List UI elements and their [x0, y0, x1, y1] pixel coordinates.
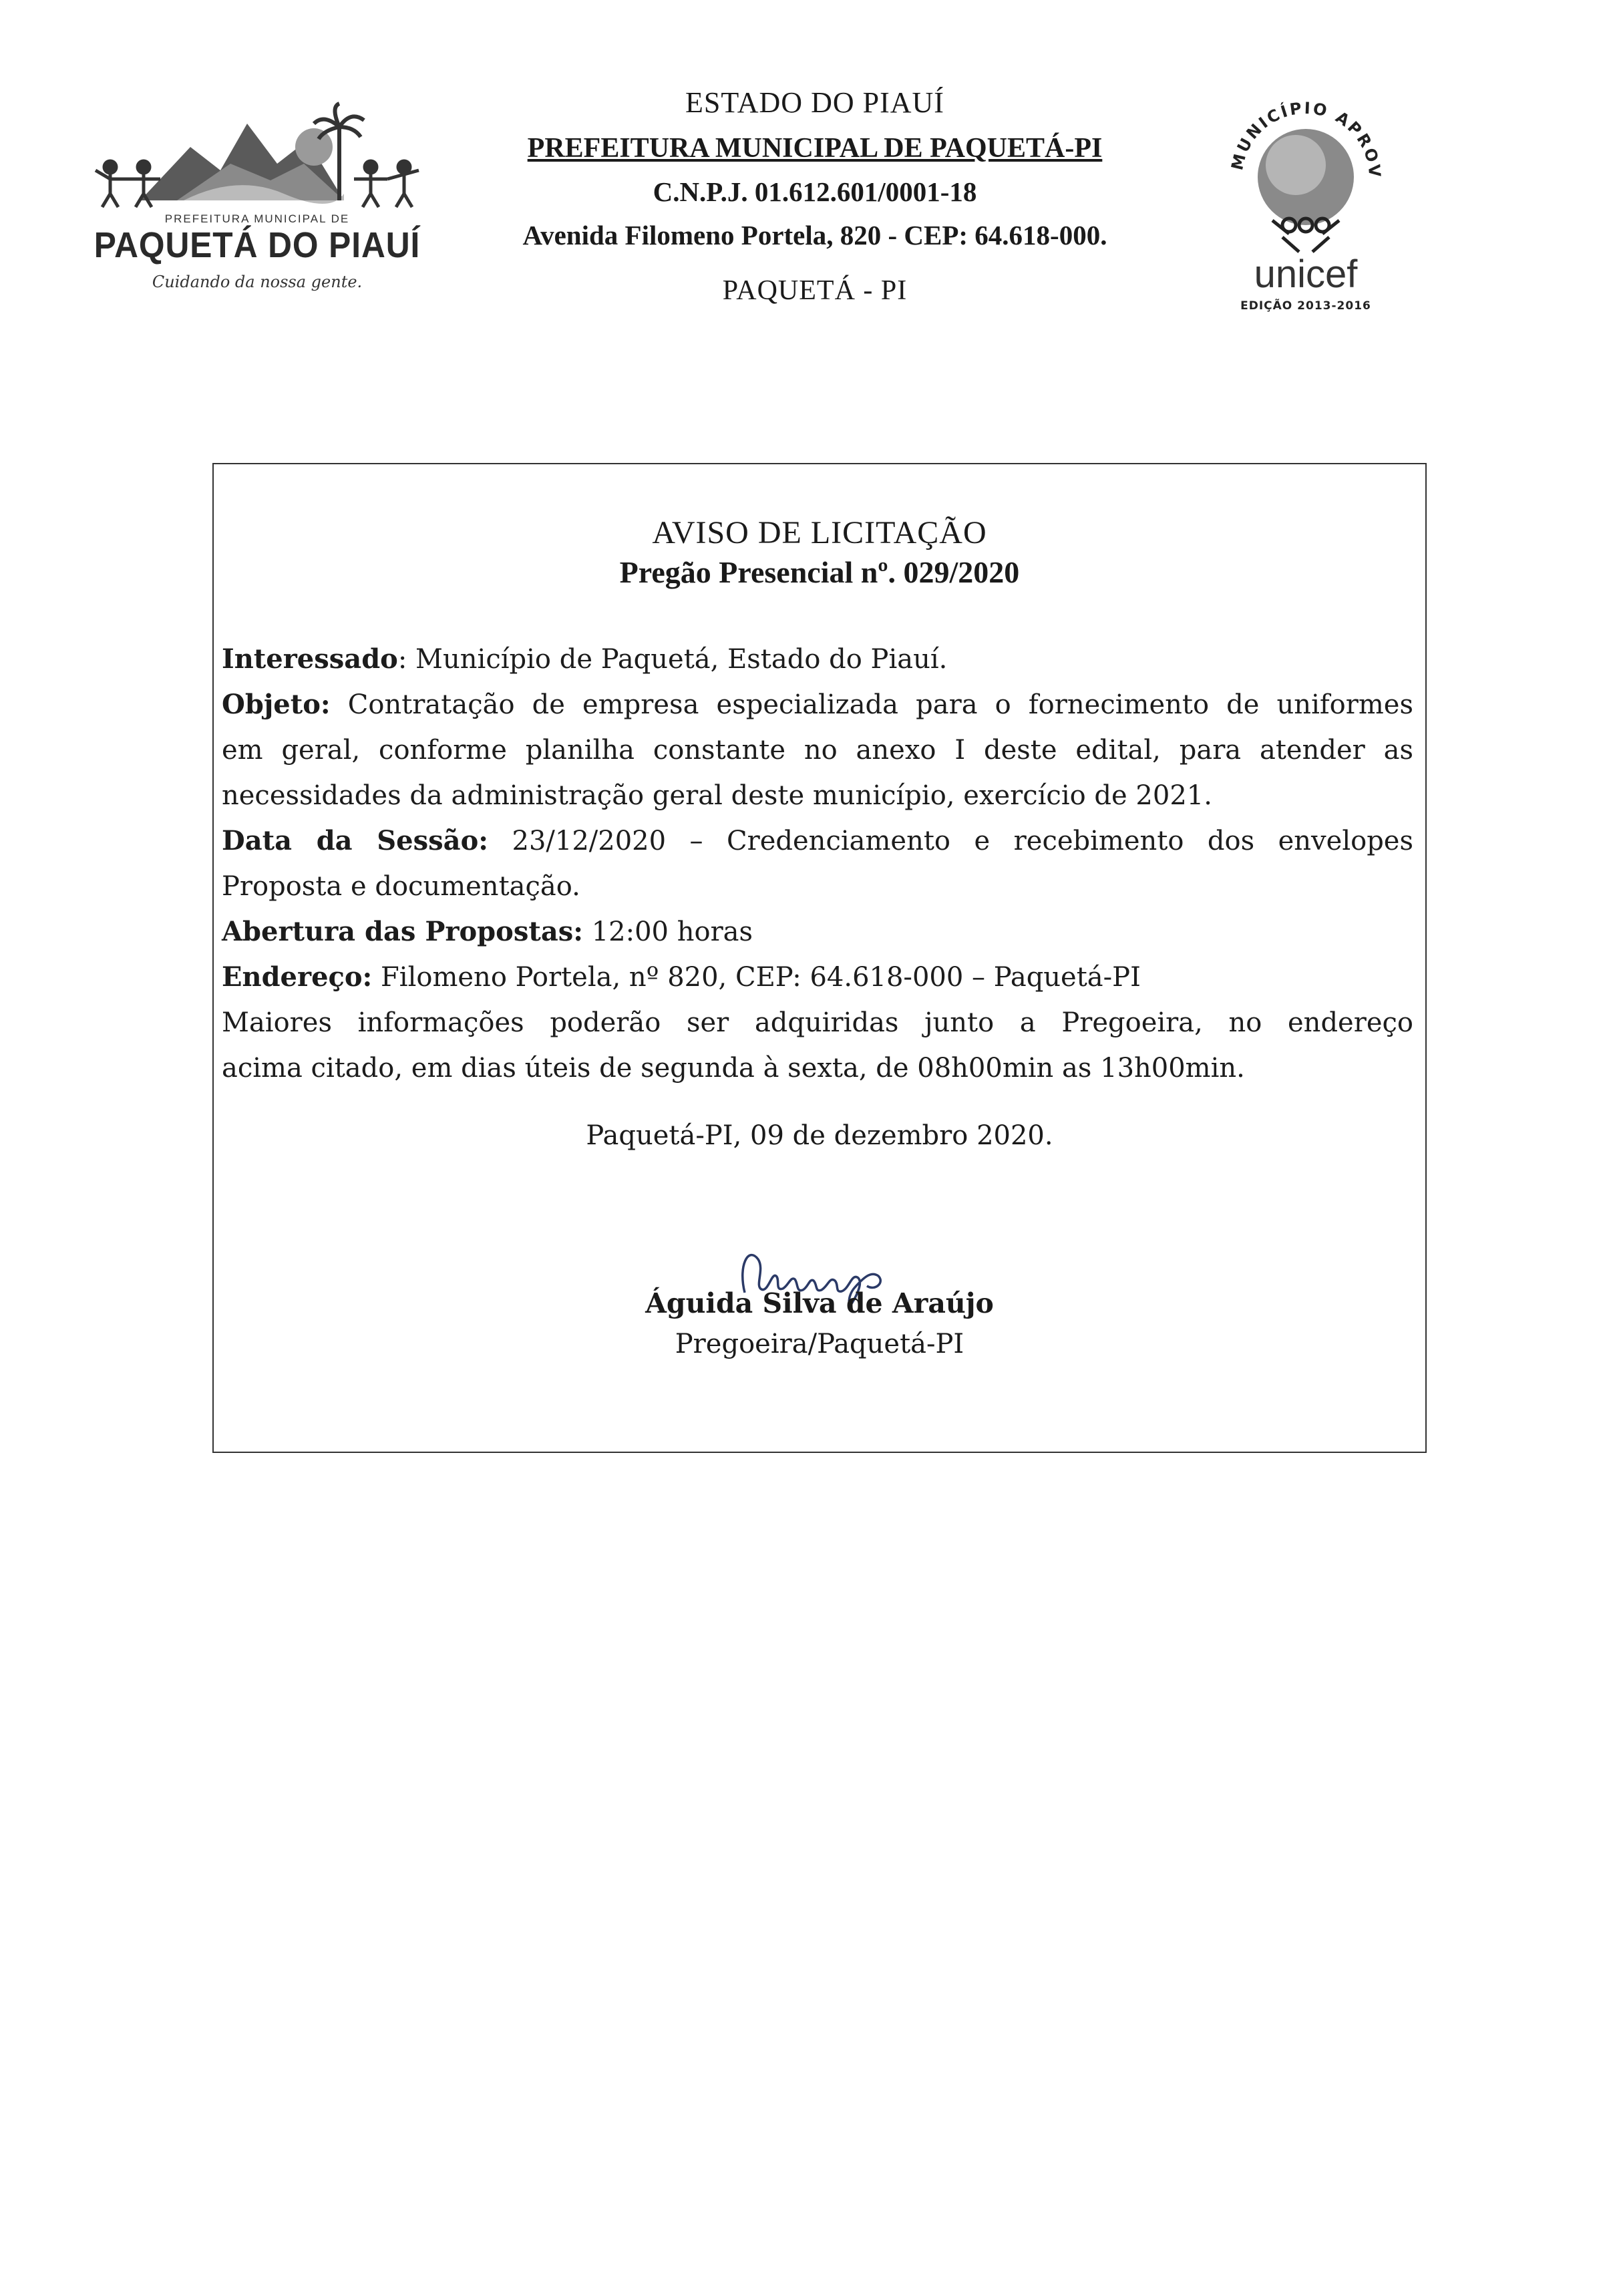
- logo-city-name: PAQUETÁ DO PIAUÍ: [94, 225, 421, 265]
- interessado-label: Interessado: [222, 643, 398, 675]
- objeto-line-3: necessidades da administração geral deste município, exercício de 2021.: [222, 780, 1212, 811]
- cnpj: C.N.P.J. 01.612.601/0001-18: [653, 176, 977, 207]
- logo-slogan: Cuidando da nossa gente.: [152, 273, 363, 291]
- city: PAQUETÁ - PI: [722, 275, 908, 306]
- endereco-label: Endereço:: [222, 961, 373, 993]
- interessado-sep: :: [397, 644, 407, 675]
- address: Avenida Filomeno Portela, 820 - CEP: 64.618-000.: [522, 220, 1107, 251]
- svg-text:EDIÇÃO 2013-2016: EDIÇÃO 2013-2016: [1240, 299, 1371, 313]
- mountains-people-emblem-icon: [77, 100, 437, 214]
- unicef-seal: [1216, 77, 1396, 317]
- logo-small-text: PREFEITURA MUNICIPAL DE: [164, 212, 350, 225]
- info-line-2: acima citado, em dias úteis de segunda à sexta, de 08h00min as 13h00min.: [222, 1053, 1245, 1084]
- abertura-line: [222, 909, 1413, 955]
- info-line-1: Maiores informações poderão ser adquiridas junto a Pregoeira, no endereço: [222, 1007, 1413, 1038]
- unicef-seal-icon: [1216, 77, 1396, 317]
- objeto-line-2: em geral, conforme planilha constante no anexo I deste edital, para atender as: [222, 735, 1413, 766]
- endereco-line: [222, 955, 1413, 1000]
- svg-text:MUNICÍPIO APROVADO: MUNICÍPIO APROV: [1228, 98, 1385, 179]
- objeto-text-1: Contratação de empresa especializada para o fornecimento de uniformes: [330, 689, 1413, 720]
- objeto-label: Objeto:: [222, 689, 331, 720]
- abertura-value: 12:00 horas: [583, 917, 753, 947]
- data-label: Data da Sessão:: [222, 825, 489, 856]
- date-place: Paquetá-PI, 09 de dezembro 2020.: [586, 1120, 1053, 1151]
- notice-title: AVISO DE LICITAÇÃO: [652, 515, 987, 550]
- data-line-1: [222, 818, 1413, 864]
- state-name: ESTADO DO PIAUÍ: [685, 86, 944, 119]
- signer-name: Águida Silva de Araújo: [645, 1287, 994, 1319]
- data-line-2: Proposta e documentação.: [222, 871, 580, 902]
- interessado-line: [222, 637, 1413, 682]
- prefeitura-name: PREFEITURA MUNICIPAL DE PAQUETÁ-PI: [527, 133, 1103, 164]
- prefeitura-logo: [77, 100, 437, 307]
- data-text-1: 23/12/2020 – Credenciamento e recebimento dos envelopes: [488, 826, 1413, 856]
- notice-subtitle: Pregão Presencial nº. 029/2020: [619, 555, 1020, 589]
- interessado-value: Município de Paquetá, Estado do Piauí.: [407, 644, 948, 675]
- notice-box: [212, 463, 1427, 1453]
- signer-role: Pregoeira/Paquetá-PI: [675, 1329, 964, 1359]
- abertura-label: Abertura das Propostas:: [222, 916, 584, 947]
- svg-text:unicef: unicef: [1254, 253, 1358, 296]
- notice-body: [222, 637, 1413, 1091]
- endereco-value: Filomeno Portela, nº 820, CEP: 64.618-000 – Paquetá-PI: [372, 962, 1141, 993]
- objeto-line-1: [222, 682, 1413, 727]
